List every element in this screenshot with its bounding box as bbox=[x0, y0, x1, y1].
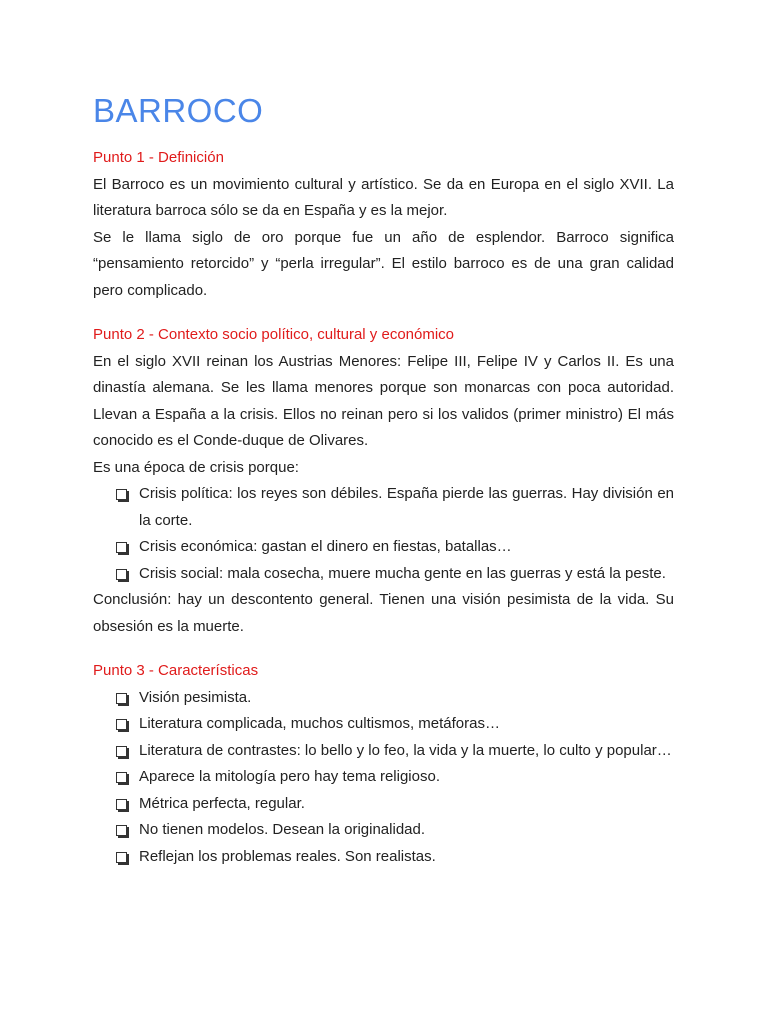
section-definicion bbox=[93, 145, 674, 304]
list-item bbox=[139, 764, 674, 791]
section-caracteristicas bbox=[93, 658, 674, 870]
list-item bbox=[139, 791, 674, 818]
checkbox-icon bbox=[116, 489, 127, 500]
list-item-text: Crisis social: mala cosecha, muere mucha gente en las guerras y está la peste. bbox=[139, 564, 666, 582]
checkbox-icon bbox=[116, 569, 127, 580]
paragraph: El Barroco es un movimiento cultural y artístico. Se da en Europa en el siglo XVII. La literatura barroca sólo se da en España y es la mejor. bbox=[93, 175, 674, 219]
list-item bbox=[139, 817, 674, 844]
section-heading: Punto 2 - Contexto socio político, cultural y económico bbox=[93, 326, 455, 343]
paragraph: Se le llama siglo de oro porque fue un año de esplendor. Barroco significa “pensamiento retorcido” y “perla irregular”. El estilo barroco es de una gran calidad pero complicado. bbox=[93, 228, 674, 299]
list-item-text: Crisis económica: gastan el dinero en fiestas, batallas… bbox=[139, 538, 512, 555]
list-item bbox=[139, 534, 674, 561]
checkbox-icon bbox=[116, 693, 127, 704]
section-contexto bbox=[93, 322, 674, 640]
paragraph: Es una época de crisis porque: bbox=[93, 458, 299, 476]
checkbox-icon bbox=[116, 799, 127, 810]
list-item bbox=[139, 711, 674, 738]
list-item-text: Métrica perfecta, regular. bbox=[139, 794, 305, 812]
paragraph: En el siglo XVII reinan los Austrias Menores: Felipe III, Felipe IV y Carlos II. Es una dinastía alemana. Se les llama menores porque son monarcas con poca autoridad. Llevan a España a la crisis. Ellos no reinan pero si los validos (primer ministro) El más conocido es el Conde-duque de Olivares. bbox=[93, 352, 674, 449]
checkbox-icon bbox=[116, 852, 127, 863]
list-item-text: Visión pesimista. bbox=[139, 688, 252, 706]
list-item-text: Literatura complicada, muchos cultismos, metáforas… bbox=[139, 715, 500, 732]
checkbox-icon bbox=[116, 746, 127, 757]
list-item-text: Literatura de contrastes: lo bello y lo feo, la vida y la muerte, lo culto y popular… bbox=[139, 741, 672, 759]
list-item-text: No tienen modelos. Desean la originalidad. bbox=[139, 821, 426, 838]
list-item bbox=[139, 738, 674, 765]
document-page bbox=[93, 86, 674, 870]
checkbox-icon bbox=[116, 772, 127, 783]
list-item bbox=[139, 685, 674, 712]
checkbox-icon bbox=[116, 825, 127, 836]
section-heading: Punto 3 - Características bbox=[93, 662, 259, 679]
checkbox-icon bbox=[116, 542, 127, 553]
section-heading: Punto 1 - Definición bbox=[93, 149, 224, 166]
conclusion-paragraph: Conclusión: hay un descontento general. Tienen una visión pesimista de la vida. Su obsesión es la muerte. bbox=[93, 591, 674, 635]
document-title: BARROCO bbox=[93, 92, 264, 129]
list-item-text: Crisis política: los reyes son débiles. España pierde las guerras. Hay división en la corte. bbox=[139, 485, 674, 529]
characteristics-list bbox=[93, 685, 674, 871]
crisis-list bbox=[93, 481, 674, 587]
list-item bbox=[139, 481, 674, 534]
checkbox-icon bbox=[116, 719, 127, 730]
list-item-text: Aparece la mitología pero hay tema religioso. bbox=[139, 768, 440, 785]
list-item bbox=[139, 844, 674, 871]
list-item bbox=[139, 561, 674, 588]
list-item-text: Reflejan los problemas reales. Son realistas. bbox=[139, 847, 436, 865]
